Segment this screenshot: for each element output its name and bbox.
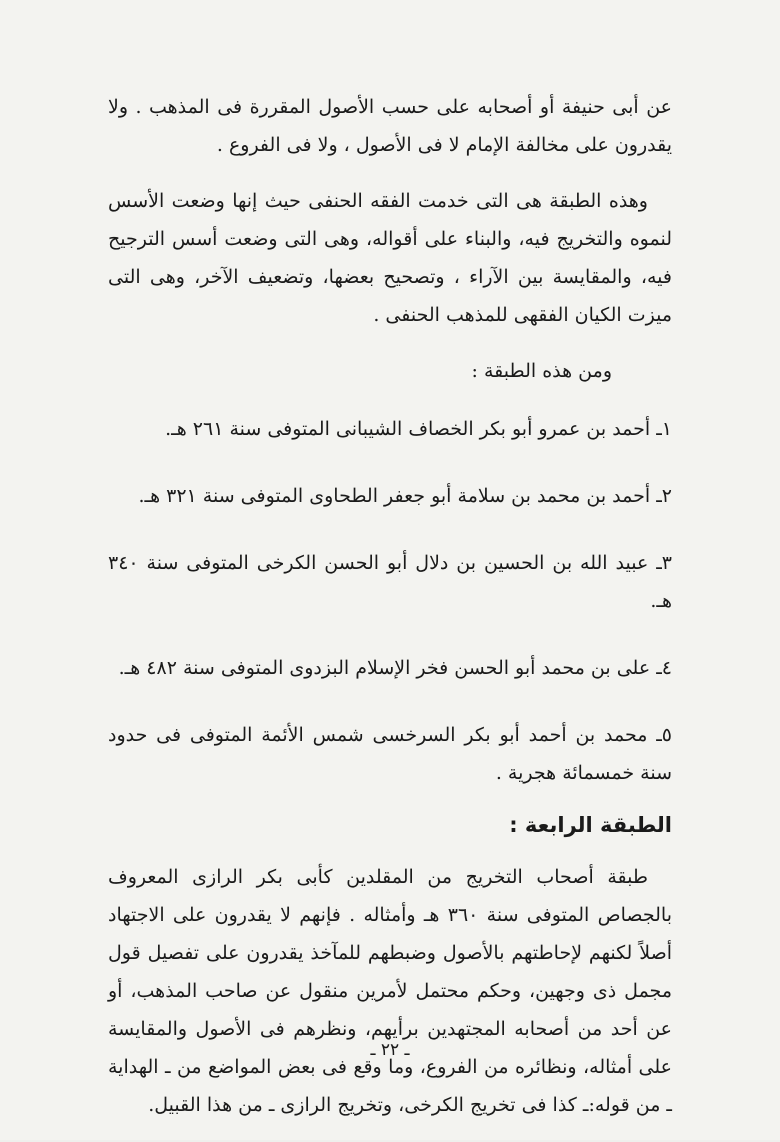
paragraph-continuation: عن أبى حنيفة أو أصحابه على حسب الأصول المقررة فى المذهب . ولا يقدرون على مخالفة الإمام لا فى الأصول ، ولا فى الفروع .: [108, 96, 672, 156]
list-item: ٣ـ عبيد الله بن الحسين بن دلال أبو الحسن الكرخى المتوفى سنة ٣٤٠ هـ.: [108, 552, 672, 612]
list-item: ١ـ أحمد بن عمرو أبو بكر الخصاف الشيبانى المتوفى سنة ٢٦١ هـ.: [165, 418, 672, 440]
page-number: ـ ٢٢ ـ: [370, 1040, 410, 1060]
paragraph-class-description: وهذه الطبقة هى التى خدمت الفقه الحنفى حيث إنها وضعت الأسس لنموه والتخريج فيه، والبناء على أقواله، وهى التى وضعت أسس الترجيح فيه، والمقايسة بين الآراء ، وتصحيح بعضها، وتضعيف الآخر، وهى التى ميزت الكيان الفقهى للمذهب الحنفى .: [108, 190, 672, 326]
list-intro: ومن هذه الطبقة :: [471, 360, 612, 382]
scholar-list: [108, 410, 672, 792]
section-heading: الطبقة الرابعة :: [509, 813, 672, 837]
list-item: ٥ـ محمد بن أحمد أبو بكر السرخسى شمس الأئمة المتوفى فى حدود سنة خمسمائة هجرية .: [108, 724, 672, 784]
list-item: ٢ـ أحمد بن محمد بن سلامة أبو جعفر الطحاوى المتوفى سنة ٣٢١ هـ.: [138, 485, 672, 507]
page-content: [108, 88, 672, 1142]
list-item: ٤ـ على بن محمد أبو الحسن فخر الإسلام البزدوى المتوفى سنة ٤٨٢ هـ.: [118, 657, 672, 679]
section-body: طبقة أصحاب التخريج من المقلدين كأبى بكر الرازى المعروف بالجصاص المتوفى سنة ٣٦٠ هـ وأمثاله . فإنهم لا يقدرون على الاجتهاد أصلاً لكنهم لإحاطتهم بالأصول وضبطهم للمآخذ يقدرون على تفصيل قول مجمل ذى وجهين، وحكم محتمل لأمرين منقول عن صاحب المذهب، أو عن أحد من أصحابه المجتهدين برأيهم، ونظرهم فى الأصول والمقايسة على أمثاله، ونظائره من الفروع، وما وقع فى بعض المواضع من ـ الهداية ـ من قوله:ـ كذا فى تخريج الكرخى، وتخريج الرازى ـ من هذا القبيل.: [108, 866, 672, 1116]
